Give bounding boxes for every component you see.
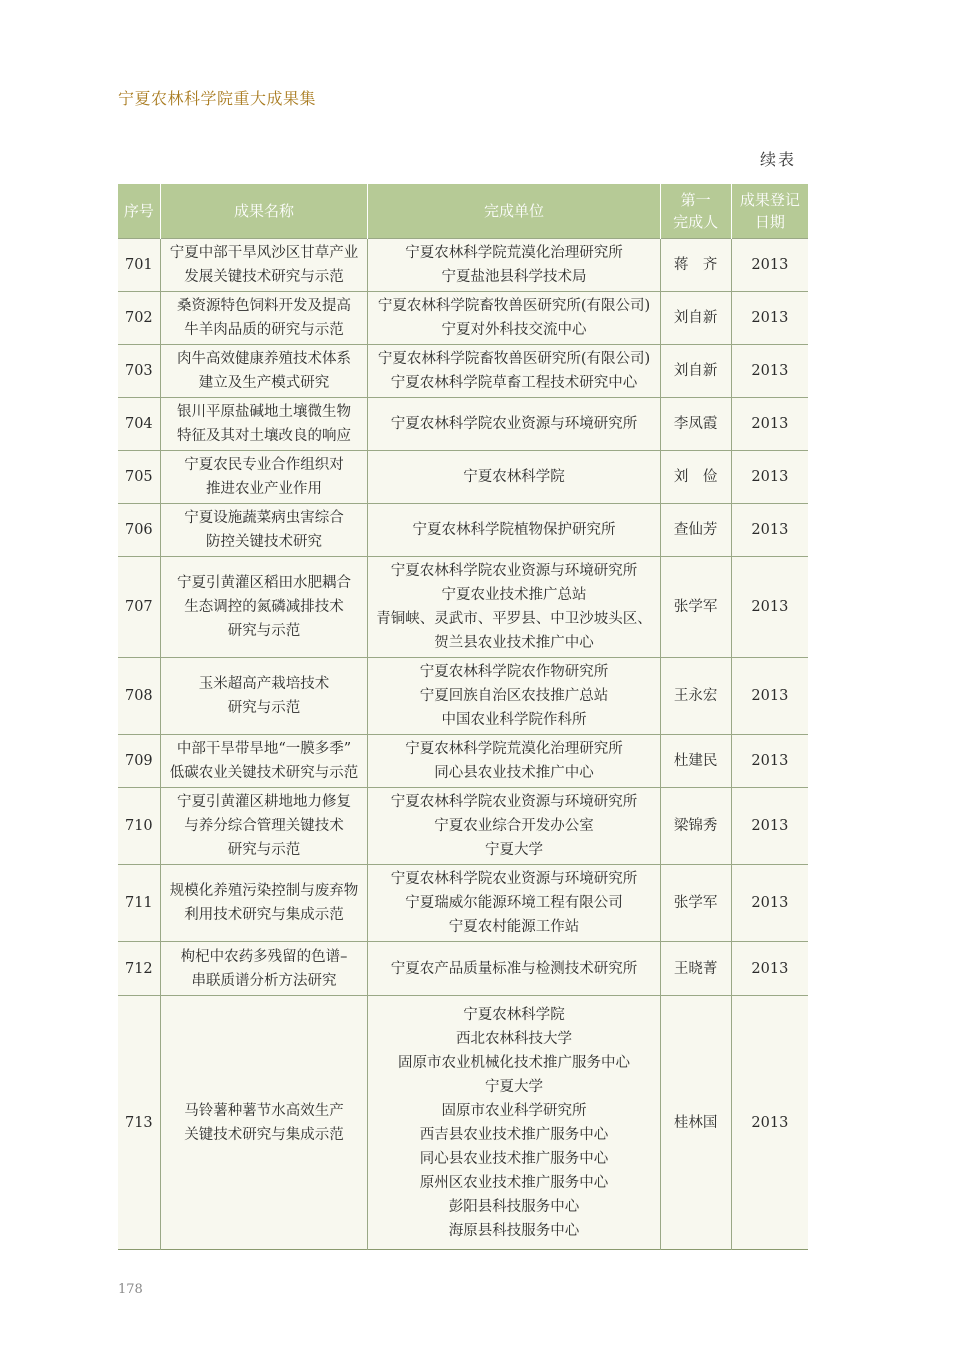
header-completing-unit: 完成单位: [368, 184, 660, 239]
row-registration-date: 2013: [731, 292, 808, 345]
completing-unit-line: 宁夏农林科学院荒漠化治理研究所: [405, 245, 623, 261]
completing-unit-line: 固原市农业科学研究所: [441, 1102, 587, 1119]
row-first-completer: 杜建民: [660, 735, 731, 788]
result-name-line: 肉牛高效健康养殖技术体系: [177, 351, 352, 367]
page-number: 178: [118, 1282, 143, 1297]
result-name-line: 串联质谱分析方法研究: [191, 972, 337, 989]
result-name-line: 宁夏中部干旱风沙区甘草产业: [169, 245, 359, 261]
header-serial-no: 序号: [118, 184, 160, 239]
table-row: [118, 504, 808, 557]
row-registration-date: 2013: [731, 239, 808, 292]
completing-unit-line: 宁夏农业技术推广总站: [441, 587, 587, 603]
results-table: [118, 184, 808, 1250]
table-row: [118, 345, 808, 398]
row-registration-date: 2013: [731, 735, 808, 788]
row-registration-date: 2013: [731, 398, 808, 451]
row-registration-date: 2013: [731, 345, 808, 398]
result-name-line: 推进农业产业作用: [206, 481, 323, 497]
result-name-line: 宁夏设施蔬菜病虫害综合: [184, 510, 344, 526]
completing-unit-line: 宁夏大学: [484, 1078, 543, 1095]
completing-unit-line: 宁夏农林科学院: [463, 469, 565, 485]
result-name-line: 宁夏农民专业合作组织对: [184, 457, 344, 473]
result-name-line: 关键技术研究与集成示范: [184, 1126, 344, 1143]
completing-unit-line: 原州区农业技术推广服务中心: [419, 1174, 609, 1191]
result-name-line: 玉米超高产栽培技术: [198, 676, 330, 692]
row-result-name: [160, 398, 368, 451]
result-name-line: 生态调控的氮磷减排技术: [184, 599, 344, 615]
result-name-line: 枸杞中农药多残留的色谱–: [180, 948, 348, 965]
row-registration-date: 2013: [731, 557, 808, 658]
row-completing-units: [368, 865, 660, 942]
row-serial-no: 701: [118, 239, 160, 292]
row-serial-no: 710: [118, 788, 160, 865]
table-row: [118, 557, 808, 658]
table-row: [118, 996, 808, 1250]
table-row: [118, 292, 808, 345]
completing-unit-line: 宁夏农业综合开发办公室: [434, 818, 594, 834]
row-first-completer: 李凤霞: [660, 398, 731, 451]
table-row: [118, 239, 808, 292]
row-registration-date: 2013: [731, 865, 808, 942]
row-first-completer: 刘自新: [660, 292, 731, 345]
completing-unit-line: 宁夏瑞威尔能源环境工程有限公司: [405, 895, 623, 911]
row-serial-no: 709: [118, 735, 160, 788]
row-completing-units: [368, 658, 660, 735]
row-result-name: [160, 451, 368, 504]
row-serial-no: 712: [118, 942, 160, 996]
result-name-line: 宁夏引黄灌区耕地地力修复: [177, 794, 352, 810]
row-result-name: [160, 239, 368, 292]
row-serial-no: 706: [118, 504, 160, 557]
continued-label: 续表: [760, 150, 797, 169]
completing-unit-line: 宁夏大学: [484, 842, 543, 858]
table-row: [118, 788, 808, 865]
row-result-name: [160, 865, 368, 942]
completing-unit-line: 贺兰县农业技术推广中心: [434, 635, 594, 651]
row-first-completer: 王晓菁: [660, 942, 731, 996]
result-name-line: 与养分综合管理关键技术: [184, 818, 344, 834]
row-serial-no: 713: [118, 996, 160, 1250]
row-completing-units: [368, 292, 660, 345]
completing-unit-line: 宁夏回族自治区农技推广总站: [419, 688, 609, 704]
header-first-completer-line2: 完成人: [673, 213, 719, 231]
header-result-name: 成果名称: [160, 184, 368, 239]
row-result-name: [160, 788, 368, 865]
completing-unit-line: 宁夏盐池县科学技术局: [441, 269, 587, 285]
completing-unit-line: 宁夏农林科学院: [463, 1006, 565, 1023]
result-name-line: 发展关键技术研究与示范: [184, 269, 344, 285]
result-name-line: 特征及其对土壤改良的响应: [177, 428, 352, 444]
header-first-completer: [660, 184, 731, 239]
result-name-line: 研究与示范: [227, 842, 301, 858]
completing-unit-line: 宁夏农林科学院农业资源与环境研究所: [390, 416, 638, 432]
completing-unit-line: 宁夏农林科学院农业资源与环境研究所: [390, 563, 638, 579]
row-first-completer: 王永宏: [660, 658, 731, 735]
table-header-row: [118, 184, 808, 239]
completing-unit-line: 宁夏对外科技交流中心: [441, 322, 587, 338]
completing-unit-line: 宁夏农村能源工作站: [448, 919, 580, 935]
completing-unit-line: 宁夏农林科学院农业资源与环境研究所: [390, 794, 638, 810]
row-registration-date: 2013: [731, 942, 808, 996]
completing-unit-line: 宁夏农产品质量标准与检测技术研究所: [390, 960, 638, 977]
row-completing-units: [368, 996, 660, 1250]
row-serial-no: 702: [118, 292, 160, 345]
row-result-name: [160, 996, 368, 1250]
row-result-name: [160, 345, 368, 398]
row-result-name: [160, 942, 368, 996]
completing-unit-line: 青铜峡、灵武市、平罗县、中卫沙坡头区、: [376, 611, 652, 627]
result-name-line: 防控关键技术研究: [206, 534, 323, 550]
completing-unit-line: 海原县科技服务中心: [448, 1222, 580, 1239]
completing-unit-line: 同心县农业技术推广中心: [434, 765, 594, 781]
completing-unit-line: 宁夏农林科学院畜牧兽医研究所(有限公司): [377, 351, 651, 367]
row-first-completer: 张学军: [660, 557, 731, 658]
row-registration-date: 2013: [731, 996, 808, 1250]
completing-unit-line: 彭阳县科技服务中心: [448, 1198, 580, 1215]
row-result-name: [160, 292, 368, 345]
completing-unit-line: 西北农林科技大学: [455, 1030, 572, 1047]
row-result-name: [160, 557, 368, 658]
header-registration-date-line2: 日期: [754, 213, 785, 231]
row-serial-no: 707: [118, 557, 160, 658]
table-body: [118, 239, 808, 1250]
row-serial-no: 704: [118, 398, 160, 451]
row-registration-date: 2013: [731, 504, 808, 557]
result-name-line: 马铃薯种薯节水高效生产: [184, 1102, 344, 1119]
completing-unit-line: 宁夏农林科学院草畜工程技术研究中心: [390, 375, 638, 391]
completing-unit-line: 中国农业科学院作科所: [441, 712, 587, 728]
table-row: [118, 451, 808, 504]
row-completing-units: [368, 735, 660, 788]
result-name-line: 牛羊肉品质的研究与示范: [184, 322, 344, 338]
row-completing-units: [368, 239, 660, 292]
completing-unit-line: 宁夏农林科学院畜牧兽医研究所(有限公司): [377, 298, 651, 314]
row-serial-no: 711: [118, 865, 160, 942]
row-result-name: [160, 504, 368, 557]
header-registration-date-line1: 成果登记: [739, 191, 800, 209]
completing-unit-line: 同心县农业技术推广服务中心: [419, 1150, 609, 1167]
result-name-line: 研究与示范: [227, 623, 301, 639]
result-name-line: 低碳农业关键技术研究与示范: [169, 765, 359, 781]
result-name-line: 宁夏引黄灌区稻田水肥耦合: [177, 575, 352, 591]
result-name-line: 规模化养殖污染控制与废弃物: [169, 883, 359, 899]
row-registration-date: 2013: [731, 451, 808, 504]
completing-unit-line: 宁夏农林科学院农业资源与环境研究所: [390, 871, 638, 887]
row-serial-no: 708: [118, 658, 160, 735]
result-name-line: 中部干旱带旱地“一膜多季”: [176, 741, 352, 757]
table-row: [118, 398, 808, 451]
completing-unit-line: 固原市农业机械化技术推广服务中心: [397, 1054, 630, 1071]
completing-unit-line: 宁夏农林科学院植物保护研究所: [412, 522, 616, 538]
row-first-completer: 查仙芳: [660, 504, 731, 557]
book-title: 宁夏农林科学院重大成果集: [118, 89, 317, 108]
row-completing-units: [368, 504, 660, 557]
result-name-line: 银川平原盐碱地土壤微生物: [177, 404, 352, 420]
row-completing-units: [368, 451, 660, 504]
result-name-line: 利用技术研究与集成示范: [184, 907, 344, 923]
row-completing-units: [368, 398, 660, 451]
row-result-name: [160, 735, 368, 788]
result-name-line: 研究与示范: [227, 700, 301, 716]
table-row: [118, 942, 808, 996]
completing-unit-line: 宁夏农林科学院荒漠化治理研究所: [405, 741, 623, 757]
row-registration-date: 2013: [731, 658, 808, 735]
row-serial-no: 705: [118, 451, 160, 504]
row-completing-units: [368, 557, 660, 658]
completing-unit-line: 宁夏农林科学院农作物研究所: [419, 664, 609, 680]
table-row: [118, 735, 808, 788]
table-row: [118, 865, 808, 942]
row-result-name: [160, 658, 368, 735]
row-first-completer: 梁锦秀: [660, 788, 731, 865]
row-registration-date: 2013: [731, 788, 808, 865]
row-completing-units: [368, 788, 660, 865]
row-completing-units: [368, 942, 660, 996]
header-first-completer-line1: 第一: [680, 191, 711, 209]
row-first-completer: 张学军: [660, 865, 731, 942]
row-first-completer: 刘自新: [660, 345, 731, 398]
row-completing-units: [368, 345, 660, 398]
row-first-completer: 刘 俭: [660, 451, 731, 504]
completing-unit-line: 西吉县农业技术推广服务中心: [419, 1126, 609, 1143]
header-registration-date: [731, 184, 808, 239]
row-serial-no: 703: [118, 345, 160, 398]
row-first-completer: 蒋 齐: [660, 239, 731, 292]
result-name-line: 建立及生产模式研究: [198, 375, 330, 391]
table-row: [118, 658, 808, 735]
row-first-completer: 桂林国: [660, 996, 731, 1250]
result-name-line: 桑资源特色饲料开发及提高: [177, 298, 352, 314]
